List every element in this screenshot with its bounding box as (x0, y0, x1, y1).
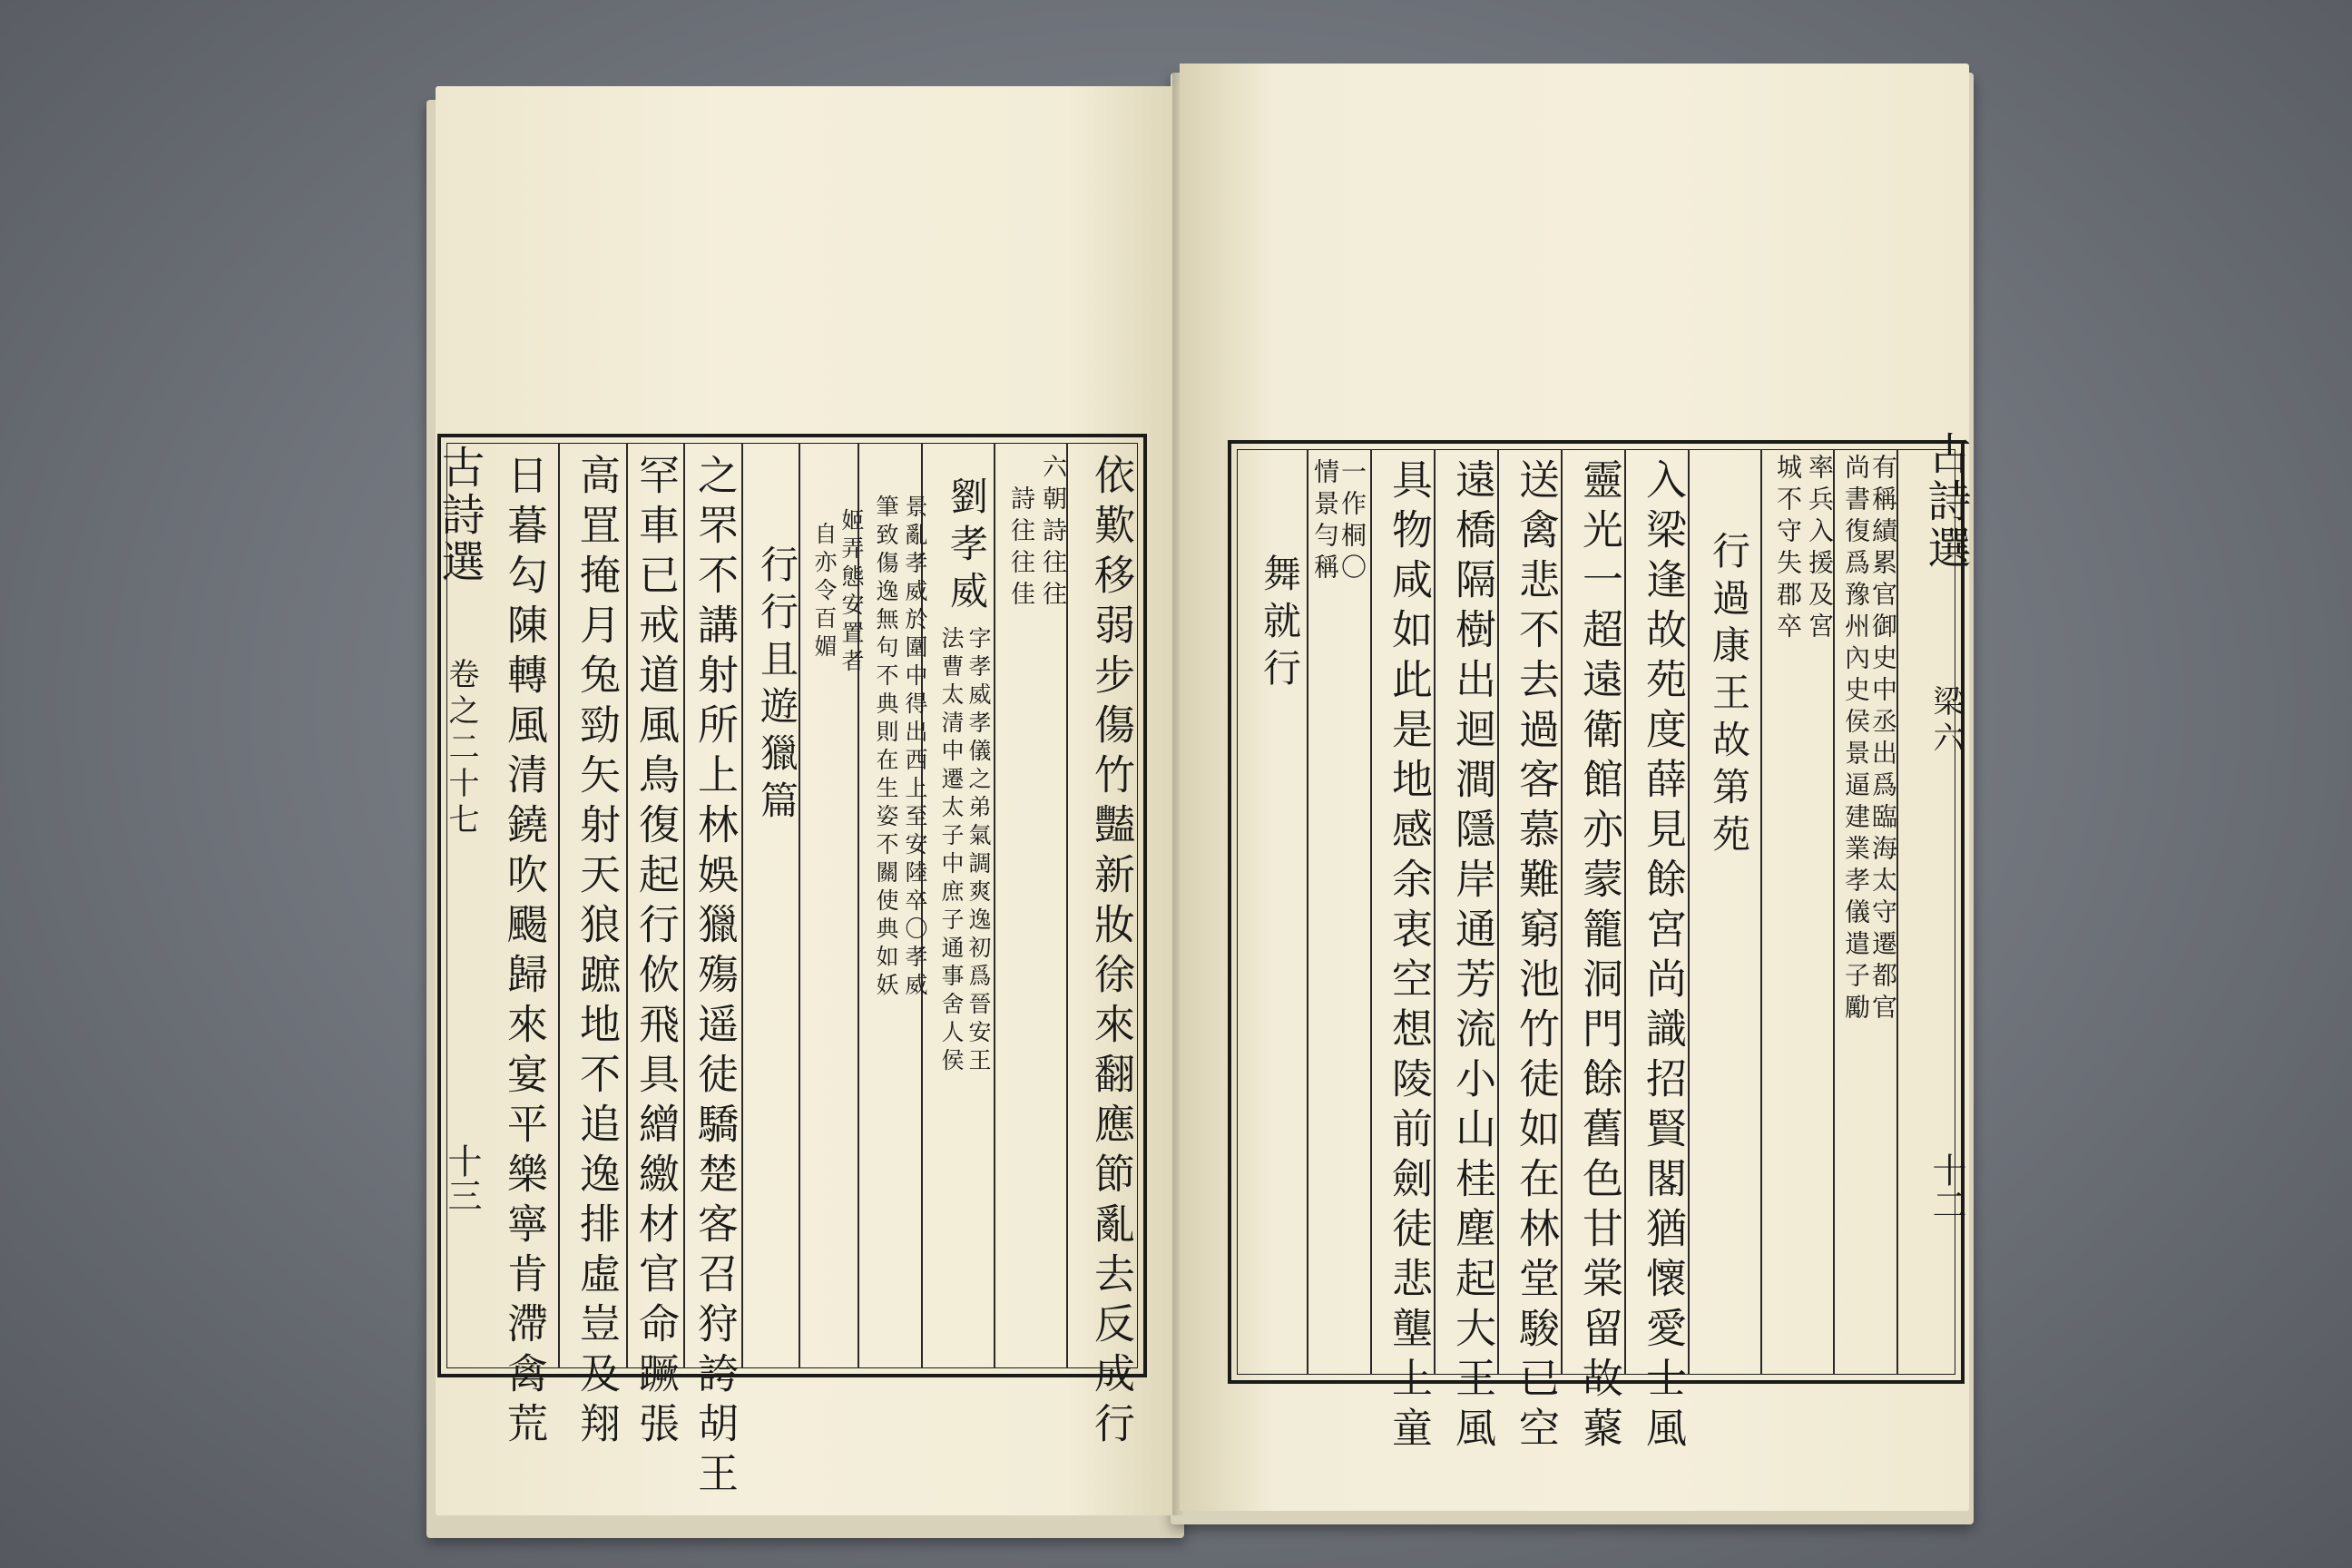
left-note-col-3: 姬弄態安置者 (838, 508, 865, 677)
right-note-a: 有稱績累官御史中丞出爲臨海太守遷都官 (1868, 454, 1898, 1025)
left-col-1: 依歎移弱步傷竹豔新妝徐來翻應節亂去反成行 (1087, 454, 1135, 1452)
right-poem-title: 行過康王故第苑 (1707, 531, 1751, 861)
right-banxin-volume: 梁六 (1927, 685, 1964, 758)
right-note-b: 尚書復爲豫州內史侯景逼建業孝儀遣子勵 (1841, 454, 1871, 1025)
right-col-poem-4: 遠橋隔樹出迴澗隱岸通芳流小山桂塵起大王風 (1448, 458, 1496, 1456)
right-banxin-folio: 十二 (1926, 1152, 1966, 1221)
right-col-poem-1: 入梁逢故苑度薛見餘宮尚識招賢閣猶懷愛士風 (1639, 458, 1687, 1456)
left-col-poem-1: 之罘不講射所上林娛獵殤遥徒驕楚客召狩誇胡王 (691, 454, 739, 1502)
left-poem-title: 行行且遊獵篇 (755, 544, 799, 828)
left-banxin-title: 古詩選 (434, 445, 485, 586)
left-col-poem-2: 罕車已戒道風鳥復起行佽飛具繒繳材官命蹶張 (632, 454, 680, 1452)
left-col-poem-3: 高罝掩月兔勁矢射天狼蹠地不追逸排虛豈及翔 (573, 454, 621, 1452)
left-col-poem-4: 日暮勾陳轉風清鐃吹颺歸來宴平樂寧肯滯禽荒 (500, 454, 548, 1452)
left-note-col-1: 景亂孝威於圍中得出西上至安陸卒〇孝威 (902, 495, 928, 1001)
left-banxin-volume: 卷之二十七 (443, 658, 479, 839)
column-rule (1307, 449, 1308, 1375)
column-rule (558, 443, 560, 1368)
left-note-col-2: 筆致傷逸無句不典則在生姿不關使典如妖 (873, 495, 899, 1001)
left-author-note-a: 字孝威孝儀之弟氣調爽逸初爲晉安王 (965, 626, 992, 1076)
right-small-note-b: 情景勻稱 (1310, 458, 1340, 585)
right-col-poem-3: 送禽悲不去過客慕難窮池竹徒如在林堂駿已空 (1512, 458, 1560, 1456)
right-col-poem-5: 具物咸如此是地感余衷空想陵前劍徒悲壟上童 (1385, 458, 1433, 1456)
left-author-name: 劉孝威 (945, 476, 989, 618)
right-note-d: 城不守失郡卒 (1773, 454, 1803, 644)
column-rule (1760, 449, 1762, 1375)
left-author-note-b: 法曹太清中遷太子中庶子通事舍人侯 (938, 626, 965, 1076)
right-small-note-a: 一作桐〇 (1338, 458, 1367, 585)
left-banxin-folio: 十三 (442, 1143, 482, 1212)
right-next-title: 舞就行 (1258, 554, 1302, 695)
column-rule (1370, 449, 1372, 1375)
left-col-2a: 六朝詩往往 (1038, 454, 1066, 612)
right-note-c: 率兵入援及宮 (1805, 454, 1835, 644)
right-col-poem-2: 靈光一超遠衛館亦蒙籠洞門餘舊色甘棠留故藂 (1575, 458, 1623, 1456)
left-col-2b: 詩往往佳 (1006, 485, 1034, 612)
left-note-col-4: 自亦令百媚 (811, 522, 838, 662)
right-banxin-title: 古詩選 (1920, 431, 1971, 573)
